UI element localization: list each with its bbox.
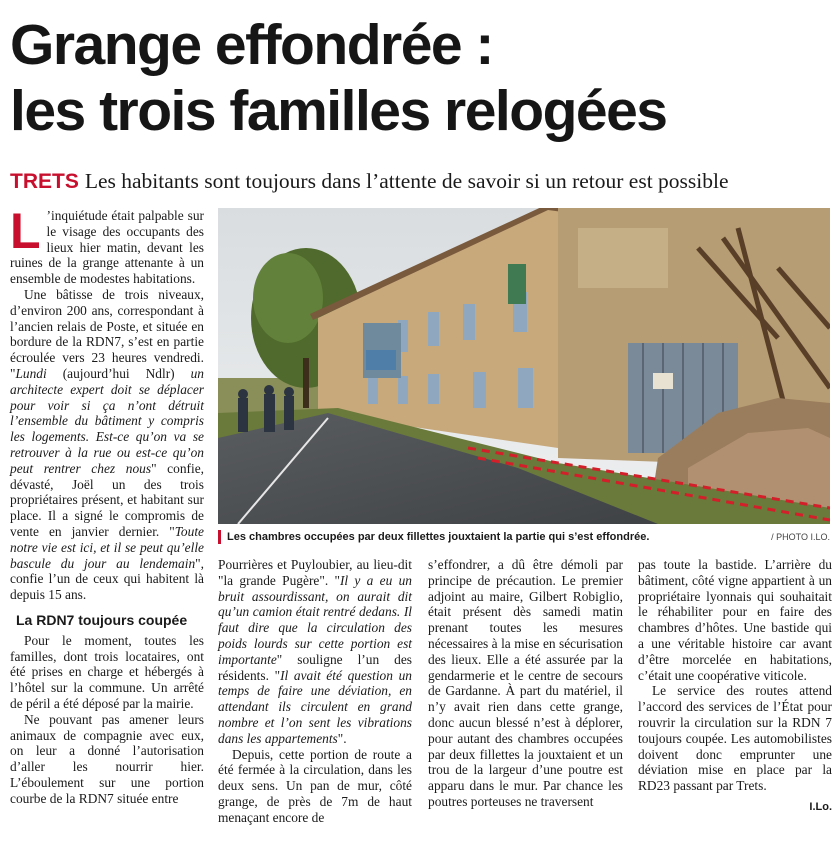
collapsed-barn-photo bbox=[218, 208, 830, 524]
author-signature: I.Lo. bbox=[809, 800, 832, 813]
caption-text: Les chambres occupées par deux fillettes jouxtaient la partie qui s’est effondrée. bbox=[227, 531, 650, 543]
article-column-1 bbox=[10, 203, 204, 806]
paragraph-intro: ’inquiétude était palpable sur le visage des occupants des lieux hier matin, devant les ruines de la grange attenante à un ensemble de modestes habitations. bbox=[10, 208, 204, 287]
subheadline-text: Les habitants sont toujours dans l’attente de savoir si un retour est possible bbox=[84, 169, 729, 193]
crosshead: La RDN7 toujours coupée bbox=[16, 611, 188, 628]
paragraph-road-service: Le service des routes attend l’accord des services de l’État pour rouvrir la circulation sur la RDN 7 toujours coupée. Les automobilistes doivent donc emprunter une déviation mise en place par la RD23 passant par Trets. bbox=[638, 683, 832, 794]
subheadline bbox=[10, 166, 832, 197]
paragraph-bastide: pas toute la bastide. L’arrière du bâtiment, côté vigne appartient à un propriétaire lyonnais qui souhaitait le réhabiliter pour en faire des chambres d’hôtes. Une bastide qui a une véritable histoire car avant d’être morcelée en habitations, c’était une coopérative viticole. bbox=[638, 557, 832, 683]
article-photo bbox=[218, 208, 830, 524]
headline bbox=[10, 12, 830, 144]
article-column-3 bbox=[428, 557, 623, 810]
photo-credit: / PHOTO I.LO. bbox=[771, 532, 830, 542]
paragraph-witness: Pourrières et Puyloubier, au lieu-dit "la grande Pugère". "Il y a eu un bruit assourdissant, on aurait dit qu’un camion était rentré dedans. Il faut dire que la circulation des poids lourds sur cette portion est importante" souligne l’un des résidents. "Il avait été question un temps de faire une déviation, en attendant ils circulent en grand nombre et l’on sent les vibrations dans les appartements". bbox=[218, 557, 412, 746]
photo-caption bbox=[218, 528, 830, 546]
paragraph-rehousing: Pour le moment, toutes les familles, dont trois locataires, ont été prises en charge et hébergés à l’hôtel sur la commune. Un arrêté de péril a été déposé par la mairie. bbox=[10, 632, 204, 711]
paragraph-building: Une bâtisse de trois niveaux, d’environ 200 ans, correspondant à l’ancien relais de Poste, et située en bordure de la RDN7, s’est en partie écroulée vers 23 heures vendredi. "Lundi (aujourd’hui Ndlr) un architecte expert doit se déplacer pour voir si ça n’ont détruit l’ensemble du bâtiment y compris les logements. Est-ce qu’on va se retrouver à la rue ou est-ce qu’on peut rentrer chez nous" confie, dévasté, Joël un des trois propriétaires présent, et habitant sur place. Il a signé le compromis de vente en janvier dernier. "Toute notre vie est ici, et il se peut qu’elle bascule du jour au lendemain", confie l’un de ceux qui habitent là depuis 15 ans. bbox=[10, 286, 204, 603]
paragraph-animals: Ne pouvant pas amener leurs animaux de compagnie avec eux, on leur a donné l’autorisation d’aller les nourrir hier. L’éboulement sur une portion courbe de la RDN7 située entre bbox=[10, 711, 204, 806]
location-kicker: TRETS bbox=[10, 170, 79, 193]
paragraph-road-closed: Depuis, cette portion de route a été fermée à la circulation, dans les deux sens. Un pan de mur, côté grange, de près de 7m de haut menaçant encore de bbox=[218, 746, 412, 825]
headline-line-1: Grange effondrée : bbox=[10, 13, 493, 77]
article-column-4 bbox=[638, 557, 832, 816]
paragraph-demolition: s’effondrer, a dû être démoli par principe de précaution. Le premier adjoint au maire, Gilbert Robiglio, était présent dès samedi matin prenant toutes les mesures nécessaires à la mise en sécurisation des lieux. Elle a été assurée par la gendarmerie et le centre de secours de Gardanne. À part du matériel, il n’y avait rien dans cette grange, donc aucun blessé n’est à déplorer, pour autant des chambres occupées par deux fillettes la jouxtaient et un trou de la largeur d’une poutre est apparu dans le mur. Par chance les poutres porteuses ne traversent bbox=[428, 557, 623, 809]
drop-cap: L bbox=[10, 203, 41, 259]
caption-marker bbox=[218, 530, 221, 544]
headline-line-2: les trois familles relogées bbox=[10, 79, 667, 143]
article-column-2 bbox=[218, 557, 412, 826]
